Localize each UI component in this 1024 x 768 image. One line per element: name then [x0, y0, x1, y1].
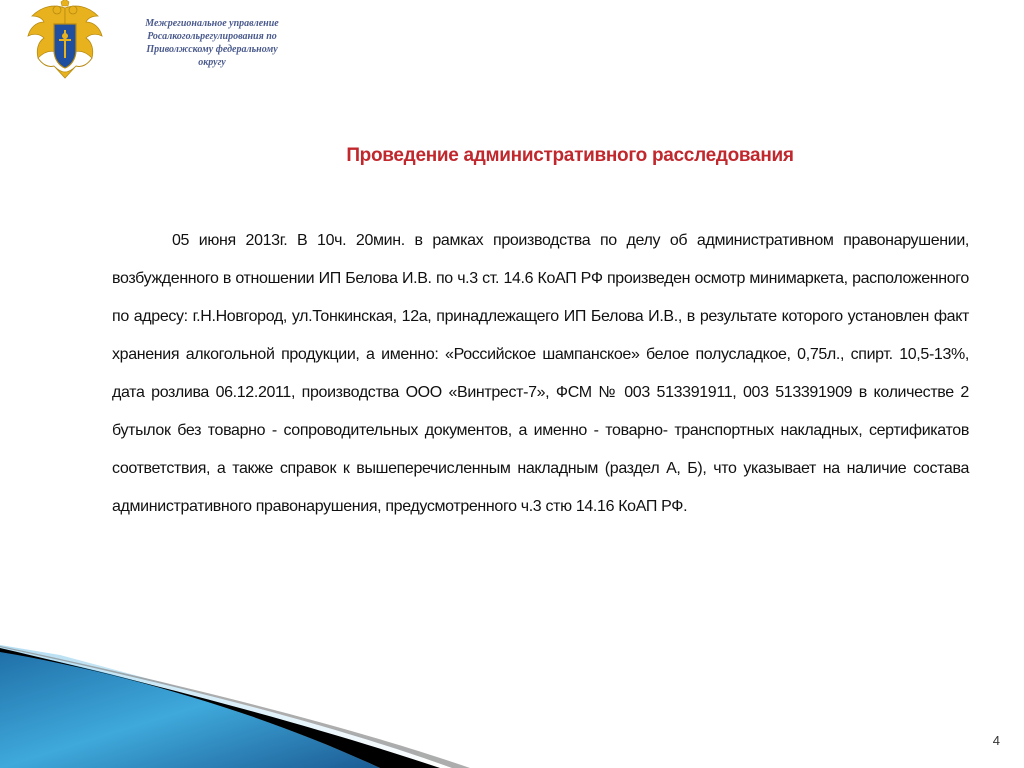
org-line: округу — [198, 57, 226, 68]
org-line: Межрегиональное управление — [145, 18, 279, 29]
org-line: Приволжскому федеральному — [146, 44, 278, 55]
organization-name — [118, 17, 306, 69]
swoosh-blue-band — [0, 650, 380, 768]
body-paragraph: 05 июня 2013г. В 10ч. 20мин. в рамках производства по делу об административном правонарушении, возбужденного в отношении ИП Белова И.В. по ч.3 ст. 14.6 КоАП РФ произведен осмотр минимаркета, расположенного по адресу: г.Н.Новгород, ул.Тонкинская, 12а, принадлежащего ИП Белова И.В., в результате которого установлен факт хранения алкогольной продукции, а именно: «Российское шампанское» белое полусладкое, 0,75л., спирт. 10,5-13%, дата розлива 06.12.2011, производства ООО «Винтрест-7», ФСМ № 003 513391911, 003 513391909 в количестве 2 бутылок без товарно - сопроводительных документов, а именно - товарно- транспортных накладных, сертификатов соответствия, а также справок к вышеперечисленным накладным (раздел А, Б), что указывает на наличие состава административного правонарушения, предусмотренного ч.3 стю 14.16 КоАП РФ. — [112, 232, 969, 515]
swoosh-black-band — [0, 648, 440, 768]
slide-title: Проведение административного расследования — [346, 145, 794, 166]
swoosh-gray-line — [0, 646, 470, 768]
org-line: Росалкогольрегулирования по — [147, 31, 277, 42]
page-number: 4 — [992, 733, 1000, 748]
double-headed-eagle-emblem-icon — [24, 0, 106, 80]
swoosh-light-stripe — [0, 645, 450, 768]
